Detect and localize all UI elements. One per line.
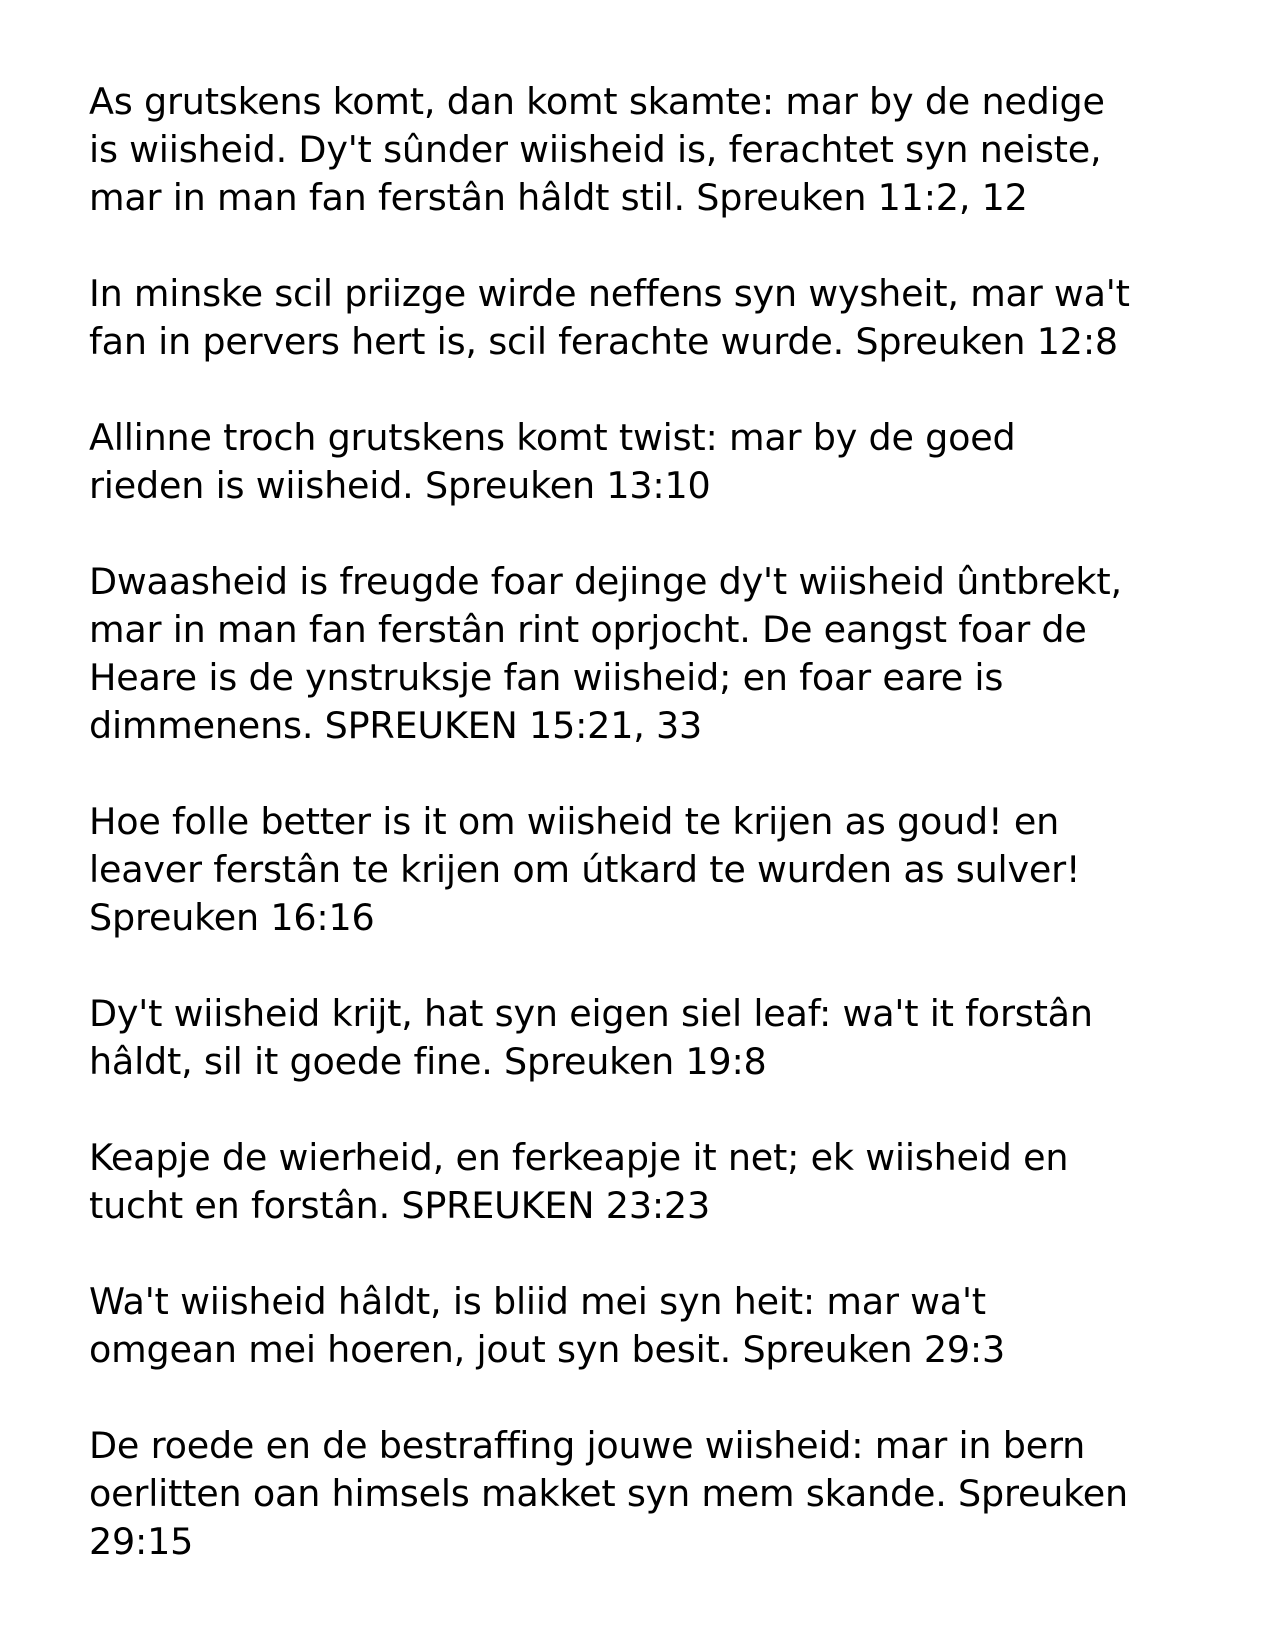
text-line: leaver ferstân te krijen om útkard te wurden as sulver! (89, 848, 1081, 891)
text-line: hâldt, sil it goede fine. Spreuken 19:8 (89, 1040, 767, 1083)
verse-paragraph (89, 798, 1209, 942)
text-line: fan in pervers hert is, scil ferachte wurde. Spreuken 12:8 (89, 320, 1118, 363)
text-line: tucht en forstân. SPREUKEN 23:23 (89, 1184, 710, 1227)
verse-paragraph (89, 1422, 1209, 1566)
text-line: Heare is de ynstruksje fan wiisheid; en foar eare is (89, 656, 1004, 699)
text-line: De roede en de bestraffing jouwe wiisheid: mar in bern (89, 1424, 1086, 1467)
verse-paragraph (89, 1134, 1209, 1230)
text-line: omgean mei hoeren, jout syn besit. Spreuken 29:3 (89, 1328, 1005, 1371)
verse-paragraph (89, 1278, 1209, 1374)
text-line: As grutskens komt, dan komt skamte: mar by de nedige (89, 80, 1105, 123)
text-line: mar in man fan ferstân rint oprjocht. De eangst foar de (89, 608, 1087, 651)
text-line: 29:15 (89, 1520, 194, 1563)
text-line: In minske scil priizge wirde neffens syn wysheit, mar wa't (89, 272, 1130, 315)
text-line: Wa't wiisheid hâldt, is bliid mei syn heit: mar wa't (89, 1280, 986, 1323)
text-line: oerlitten oan himsels makket syn mem skande. Spreuken (89, 1472, 1128, 1515)
text-line: Hoe folle better is it om wiisheid te krijen as goud! en (89, 800, 1060, 843)
document-page (89, 78, 1209, 1566)
verse-paragraph (89, 558, 1209, 750)
text-line: mar in man fan ferstân hâldt stil. Spreuken 11:2, 12 (89, 176, 1028, 219)
text-line: Dy't wiisheid krijt, hat syn eigen siel leaf: wa't it forstân (89, 992, 1093, 1035)
text-line: Allinne troch grutskens komt twist: mar by de goed (89, 416, 1016, 459)
verse-paragraph (89, 78, 1209, 222)
text-line: Dwaasheid is freugde foar dejinge dy't wiisheid ûntbrekt, (89, 560, 1122, 603)
text-line: is wiisheid. Dy't sûnder wiisheid is, ferachtet syn neiste, (89, 128, 1102, 171)
text-line: Keapje de wierheid, en ferkeapje it net; ek wiisheid en (89, 1136, 1069, 1179)
text-line: dimmenens. SPREUKEN 15:21, 33 (89, 704, 703, 747)
verse-paragraph (89, 990, 1209, 1086)
verse-paragraph (89, 270, 1209, 366)
text-line: rieden is wiisheid. Spreuken 13:10 (89, 464, 711, 507)
verse-paragraph (89, 414, 1209, 510)
text-line: Spreuken 16:16 (89, 896, 375, 939)
